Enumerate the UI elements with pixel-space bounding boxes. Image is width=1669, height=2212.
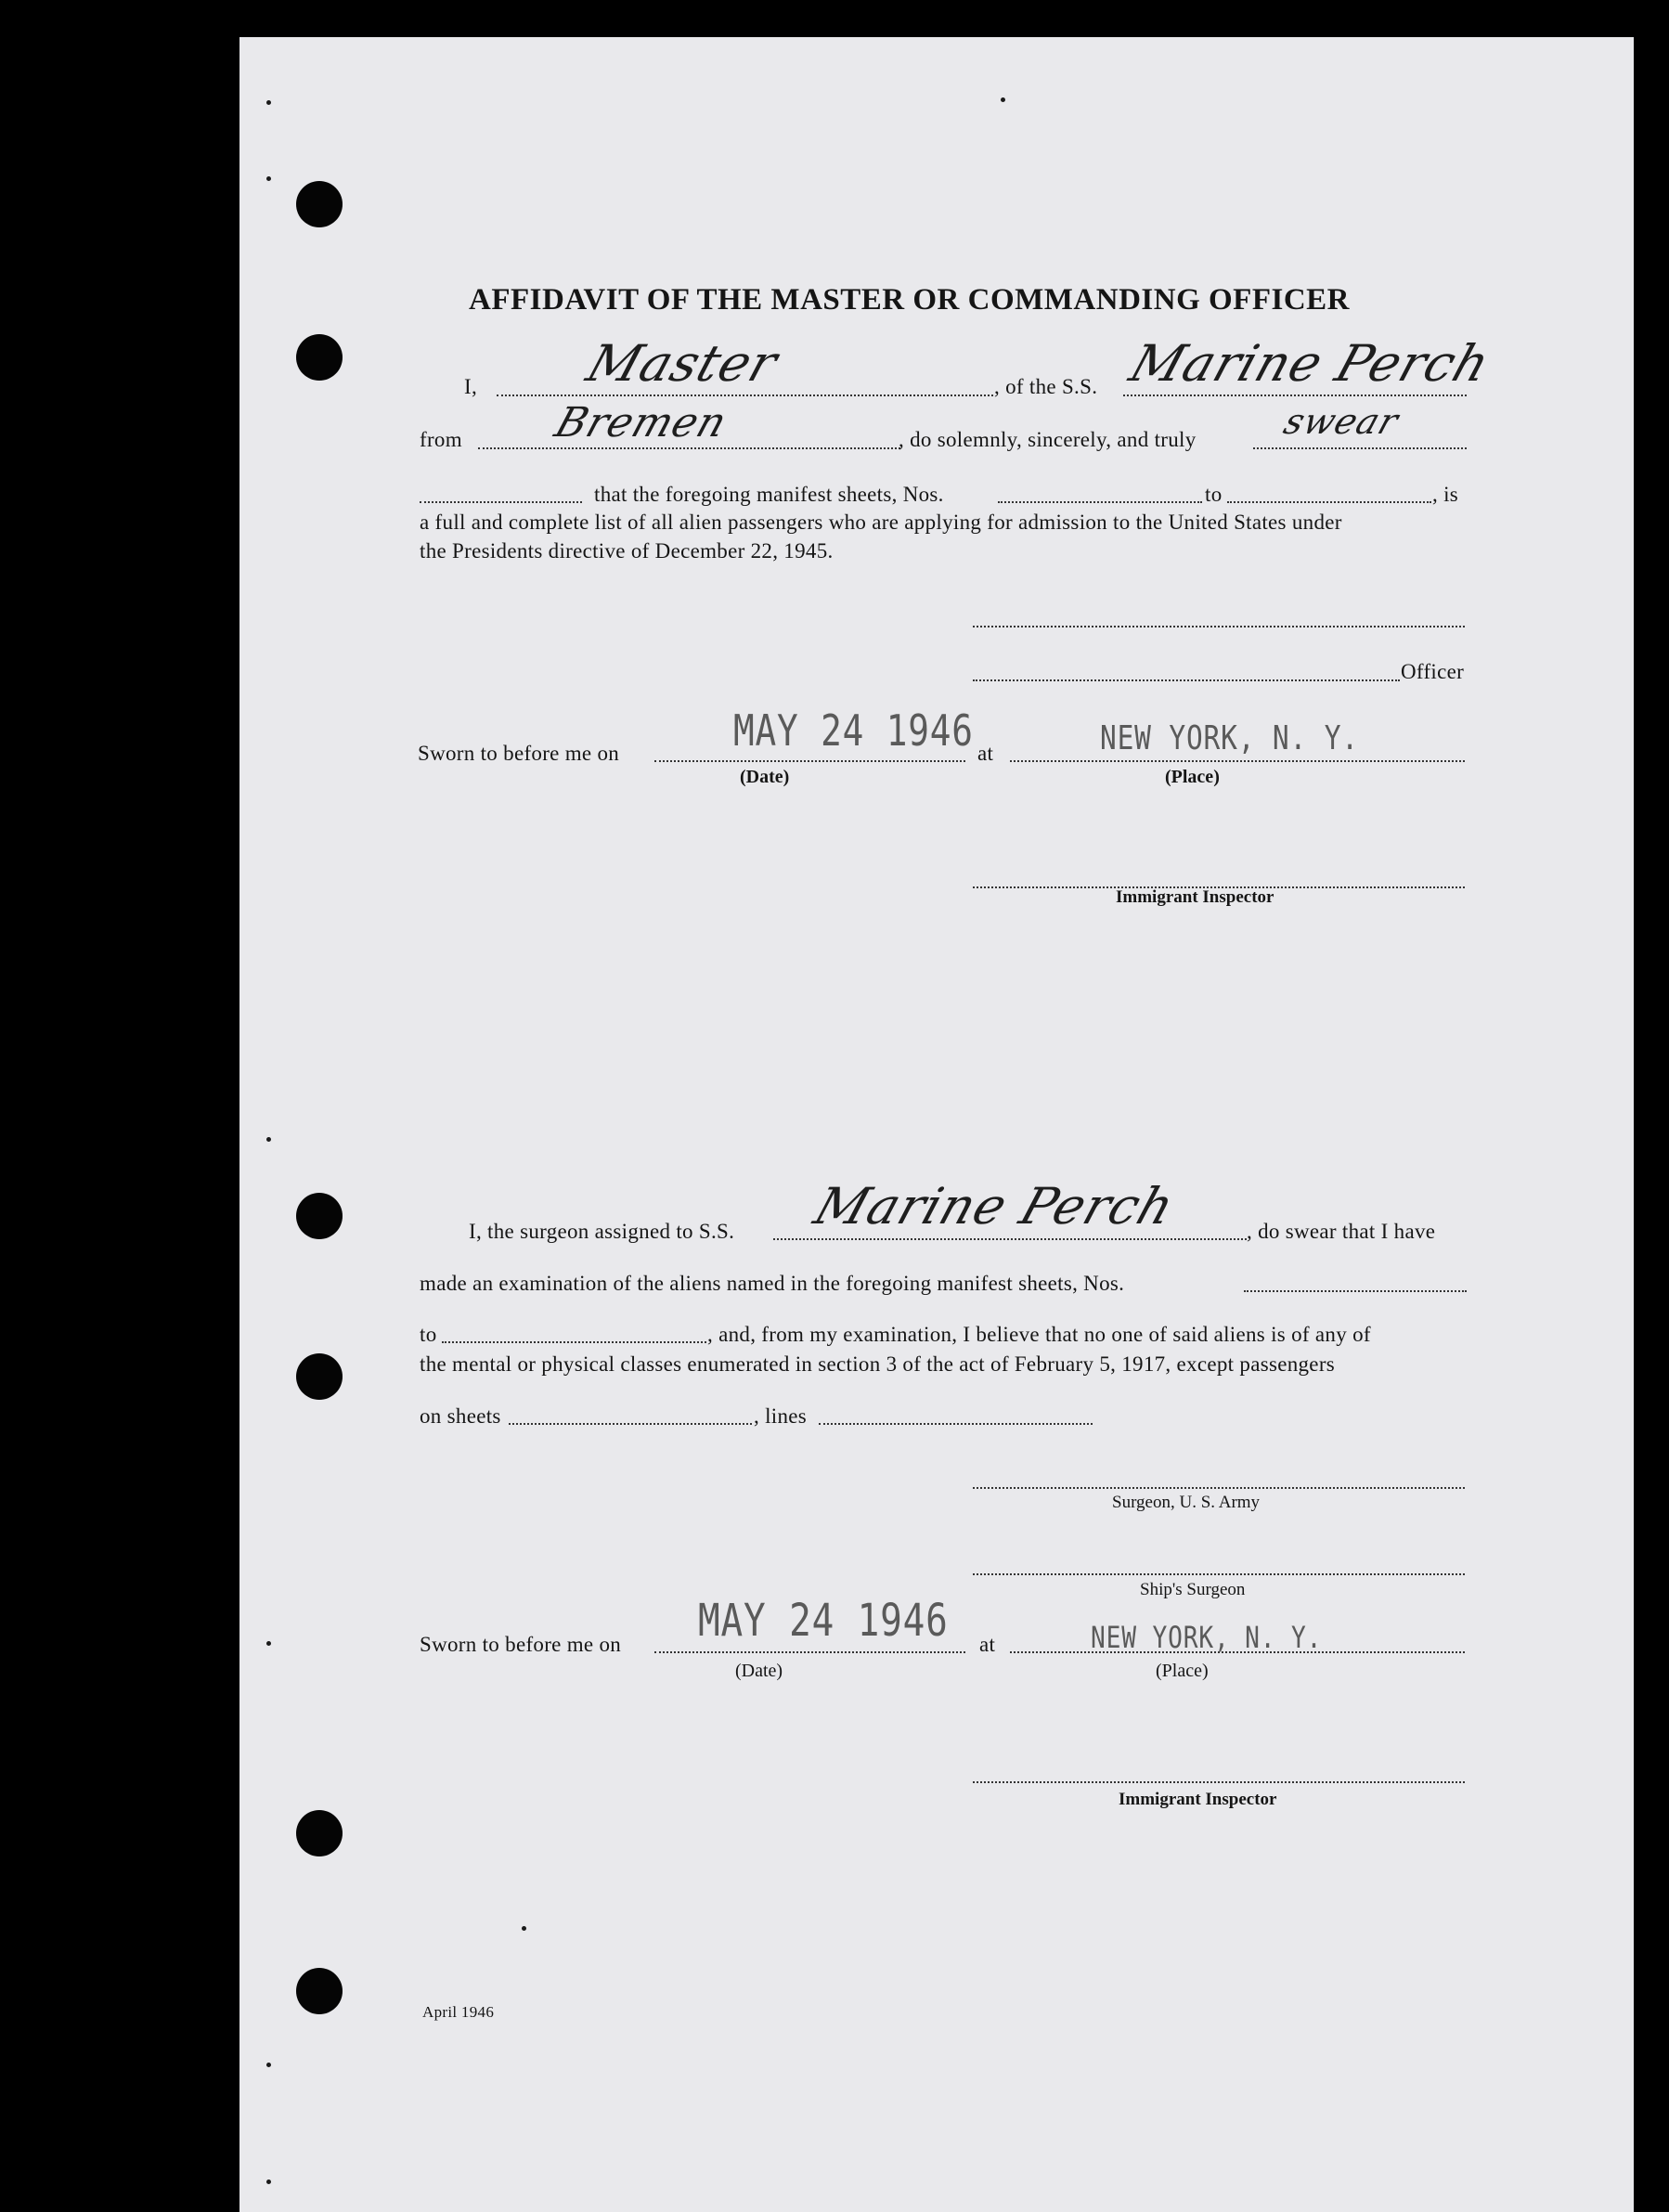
surgeon-sworn-date-line[interactable] — [654, 1649, 965, 1653]
date-label: (Date) — [740, 767, 790, 787]
footer-date: April 1946 — [422, 2003, 495, 2021]
surgeon-line-4: the mental or physical classes enumerated in section 3 of the act of February 5, 1917, except passengers — [420, 1352, 1336, 1376]
speck — [266, 2180, 271, 2184]
master-name-handwritten: Master — [579, 334, 785, 393]
army-surgeon-signature-line[interactable] — [973, 1484, 1465, 1489]
ships-surgeon-label: Ship's Surgeon — [1140, 1580, 1246, 1599]
port-handwritten: Bremen — [549, 399, 733, 446]
speck — [266, 176, 271, 181]
surgeon-line-3-suffix: , and, from my examination, I believe that no one of said aliens is of any of — [707, 1323, 1371, 1346]
sheets-label: on sheets — [420, 1404, 501, 1428]
surgeon-sworn-label: Sworn to before me on — [420, 1633, 622, 1656]
speck — [266, 2063, 271, 2067]
punch-hole — [296, 1353, 343, 1400]
sworn-place-line[interactable] — [1010, 757, 1465, 762]
surgeon-date-stamp: MAY 24 1946 — [698, 1595, 949, 1647]
speck — [266, 1641, 271, 1646]
manifest-from-line[interactable] — [998, 498, 1202, 503]
lines-label: , lines — [754, 1404, 808, 1428]
solemnly-label: , do solemnly, sincerely, and truly — [899, 428, 1197, 451]
surgeon-place-stamp: NEW YORK, N. Y. — [1091, 1620, 1323, 1655]
officer-signature-line-1[interactable] — [973, 623, 1465, 627]
manifest-label: that the foregoing manifest sheets, Nos. — [594, 483, 944, 506]
speck — [266, 1137, 271, 1142]
surgeon-army-label: Surgeon, U. S. Army — [1112, 1493, 1261, 1512]
sworn-date-line[interactable] — [654, 757, 965, 762]
blank-line[interactable] — [420, 498, 582, 503]
speck — [266, 100, 271, 105]
surgeon-to-line[interactable] — [442, 1339, 706, 1343]
to-label: to — [1205, 483, 1223, 506]
place-label: (Place) — [1165, 767, 1220, 787]
ship-name-handwritten: Marine Perch — [1122, 334, 1498, 393]
i-label: I, — [464, 375, 478, 398]
is-label: , is — [1432, 483, 1459, 506]
punch-hole — [296, 1810, 343, 1856]
punch-hole — [296, 181, 343, 227]
oath-line[interactable] — [1253, 445, 1467, 449]
surgeon-line-1-suffix: , do swear that I have — [1247, 1220, 1436, 1243]
surgeon-to-label: to — [420, 1323, 437, 1346]
of-ss-label: , of the S.S. — [994, 375, 1098, 398]
punch-hole — [296, 334, 343, 381]
surgeon-date-label: (Date) — [735, 1661, 783, 1681]
surgeon-ship-line[interactable] — [773, 1235, 1247, 1240]
surgeon-place-label: (Place) — [1156, 1661, 1209, 1681]
surgeon-manifest-line[interactable] — [1244, 1287, 1467, 1292]
punch-hole — [296, 1968, 343, 2014]
surgeon-inspector-signature-line[interactable] — [973, 1779, 1465, 1783]
sworn-label: Sworn to before me on — [418, 742, 620, 765]
officer-label: Officer — [1401, 660, 1465, 683]
speck — [522, 1926, 526, 1931]
at-label: at — [977, 742, 994, 765]
oath-handwritten: swear — [1278, 401, 1404, 442]
form-title: AFFIDAVIT OF THE MASTER OR COMMANDING OFFICER — [469, 283, 1350, 317]
body-line-2: a full and complete list of all alien passengers who are applying for admission to the United States under — [420, 511, 1342, 534]
surgeon-ship-handwritten: Marine Perch — [807, 1177, 1183, 1235]
lines-line[interactable] — [819, 1420, 1093, 1425]
surgeon-line-2: made an examination of the aliens named in the foregoing manifest sheets, Nos. — [420, 1272, 1125, 1295]
surgeon-at-label: at — [979, 1633, 996, 1656]
date-stamp: MAY 24 1946 — [733, 705, 974, 756]
surgeon-line-1-prefix: I, the surgeon assigned to S.S. — [469, 1220, 735, 1243]
place-stamp: NEW YORK, N. Y. — [1100, 719, 1359, 757]
manifest-to-line[interactable] — [1227, 498, 1431, 503]
surgeon-immigrant-inspector-label: Immigrant Inspector — [1119, 1790, 1277, 1809]
body-line-3: the Presidents directive of December 22, 1945. — [420, 539, 834, 563]
sheets-line[interactable] — [509, 1420, 752, 1425]
officer-signature-line-2[interactable] — [973, 677, 1400, 681]
speck — [1001, 97, 1005, 102]
punch-hole — [296, 1193, 343, 1239]
immigrant-inspector-label: Immigrant Inspector — [1116, 887, 1274, 907]
from-label: from — [420, 428, 462, 451]
ships-surgeon-signature-line[interactable] — [973, 1571, 1465, 1575]
